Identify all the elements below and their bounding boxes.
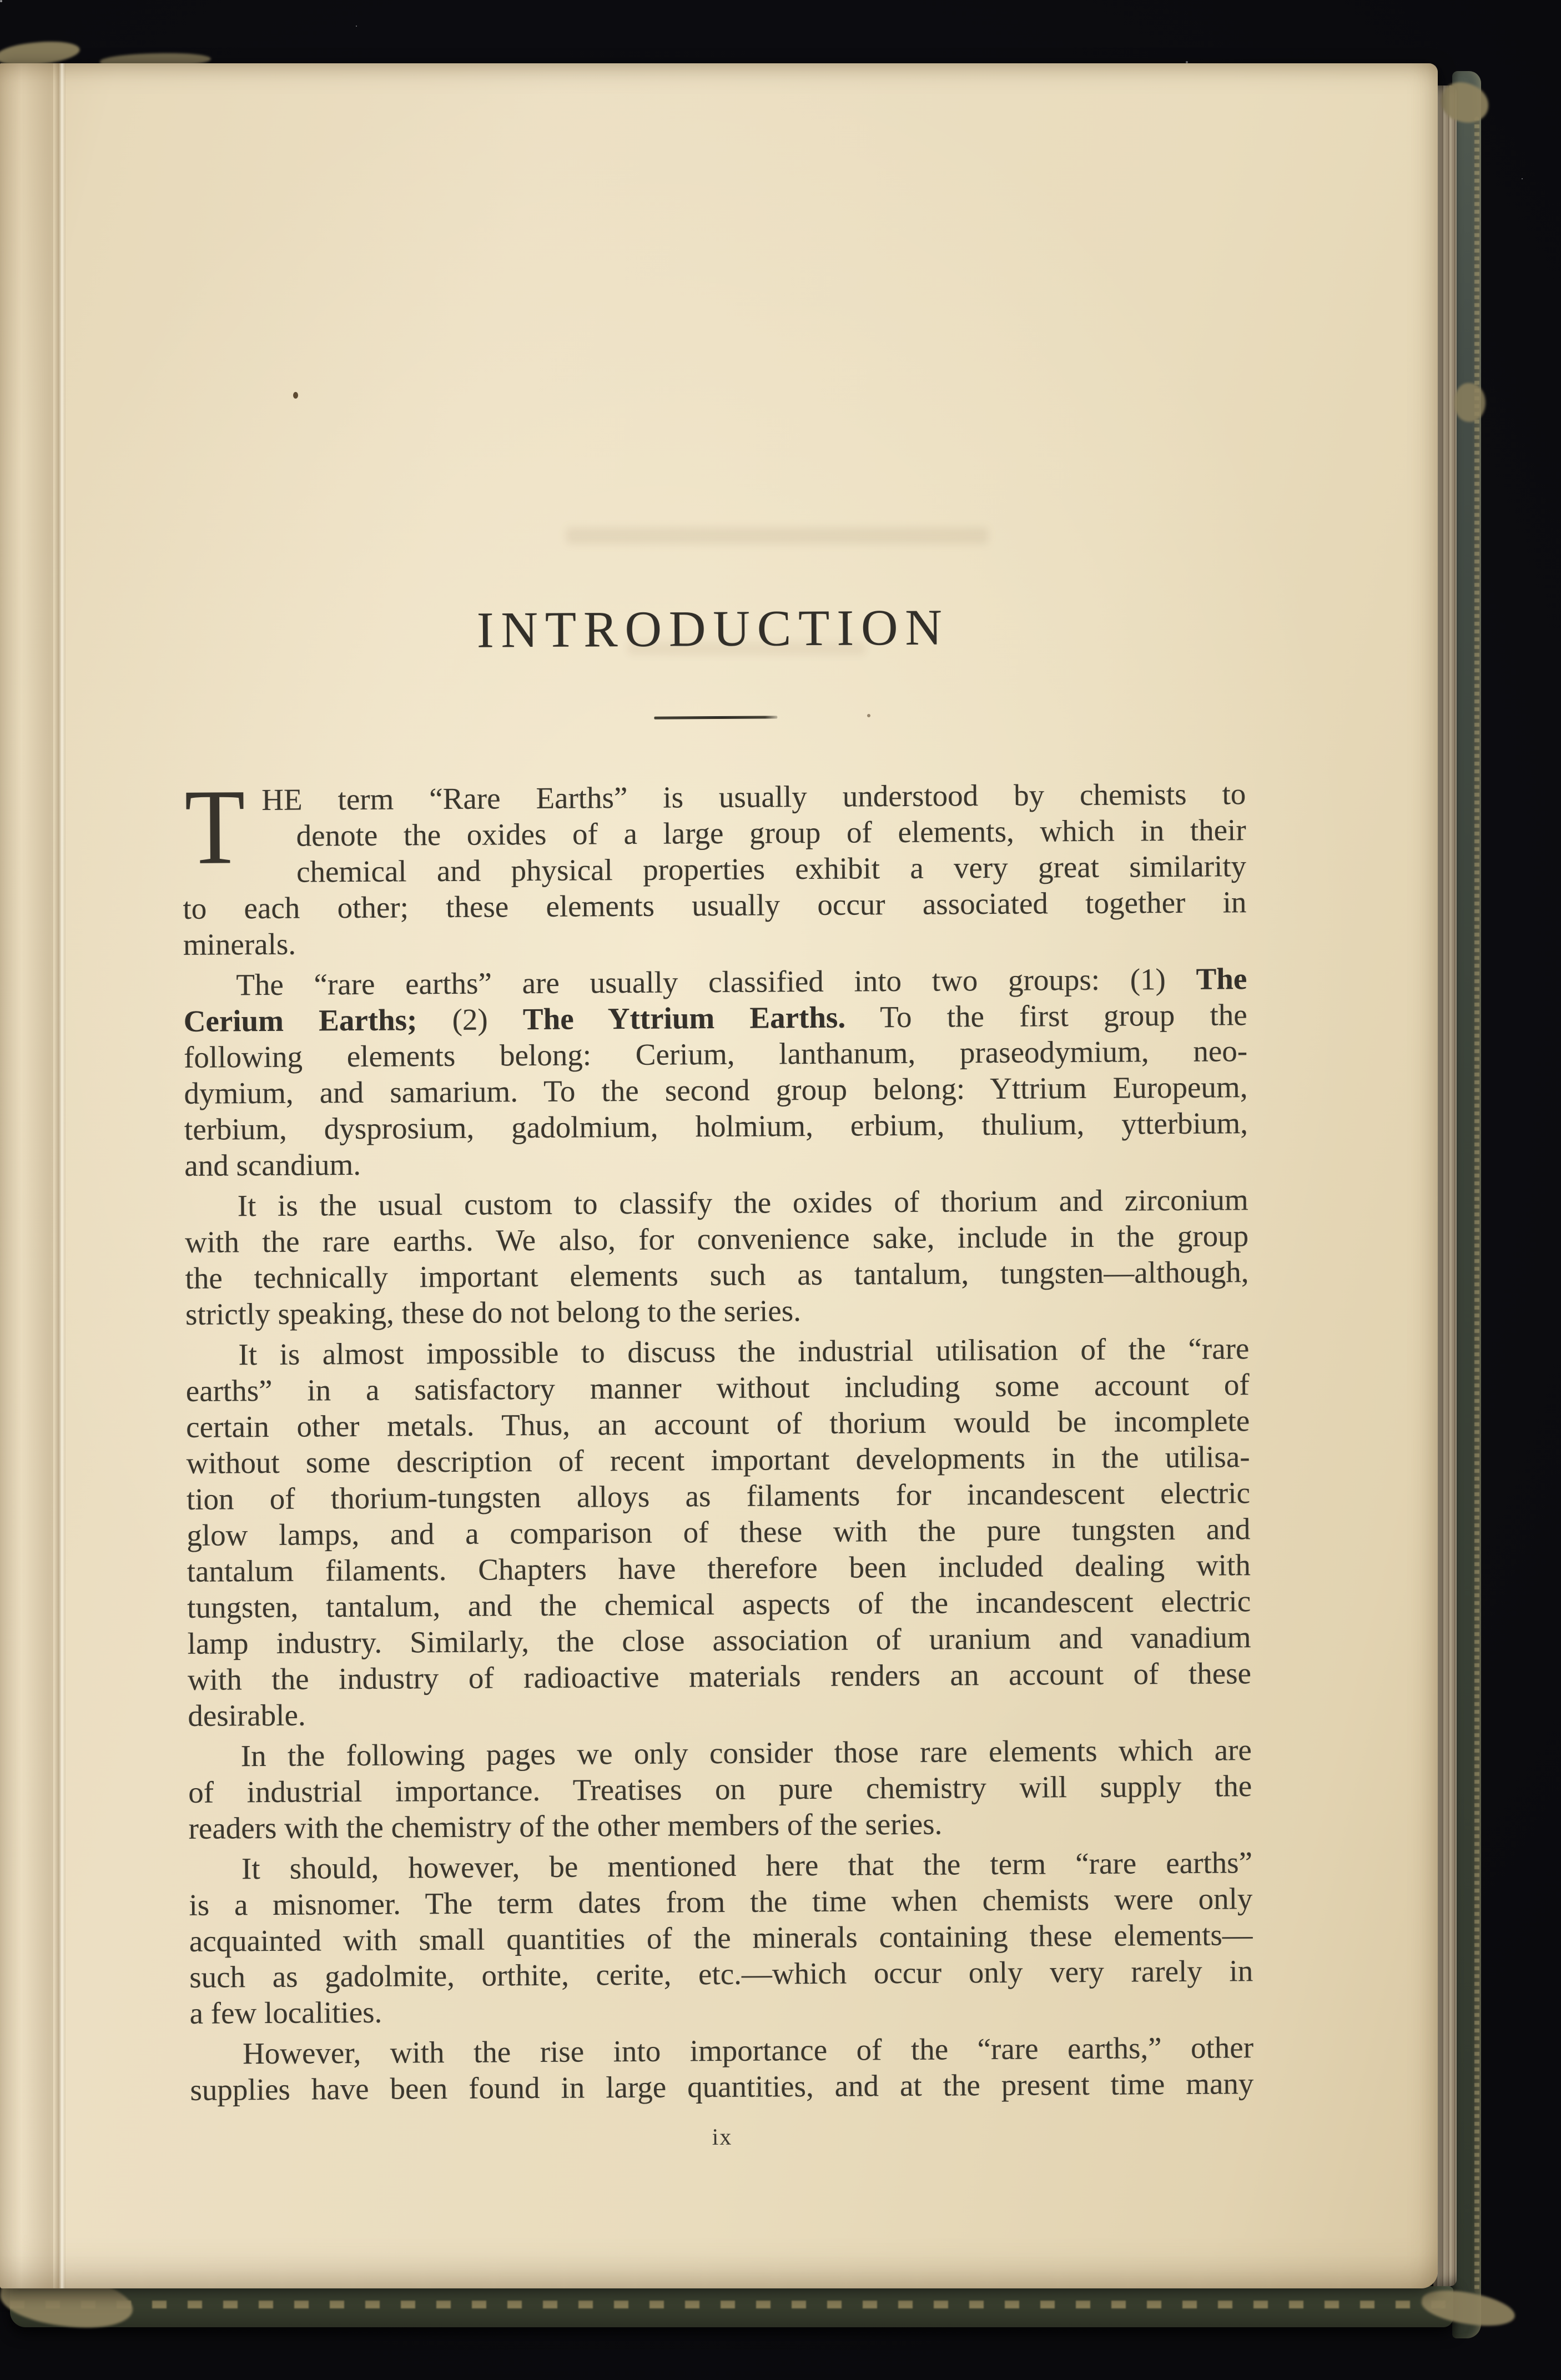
text-line: minerals. [183, 927, 296, 962]
text-line: Cerium Earths; (2) The Yttrium Earths. To the first group the [183, 998, 1247, 1038]
text-line: strictly speaking, these do not belong to the series. [185, 1294, 802, 1331]
text-line: supplies have been found in large quantities, and at the present time many [190, 2066, 1254, 2107]
cover-fray-thread [1453, 382, 1487, 423]
text-line: with the rare earths. We also, for convenience sake, include in the group [184, 1219, 1249, 1259]
text-line: earths” in a satisfactory manner without including some account of [185, 1367, 1250, 1408]
paragraph [188, 1732, 1252, 1846]
text-line: It is almost impossible to discuss the industrial utilisation of the “rare [238, 1331, 1250, 1372]
text-line: a few localities. [189, 1995, 382, 2030]
text-line: chemical and physical properties exhibit a very great similarity [296, 849, 1247, 889]
text-line: terbium, dysprosium, gadolmium, holmium, erbium, thulium, ytterbium, [184, 1106, 1248, 1146]
text-line: It is the usual custom to classify the oxides of thorium and zirconium [237, 1183, 1248, 1223]
text-line: lamp industry. Similarly, the close association of uranium and vanadium [187, 1620, 1251, 1661]
text-line: following elements belong: Cerium, lanthanum, praseodymium, neo- [183, 1034, 1248, 1074]
book-cover-bottom-edge [10, 2286, 1453, 2327]
body-text [182, 767, 1254, 2112]
text-line: In the following pages we only consider those rare elements which are [240, 1733, 1252, 1773]
text-line: of industrial importance. Treatises on pure chemistry will supply the [188, 1769, 1252, 1809]
printed-content [0, 59, 1446, 2293]
chapter-title: INTRODUCTION [476, 598, 950, 658]
text-line: tion of thorium-tungsten alloys as filaments for incandescent electric [186, 1476, 1251, 1516]
text-line: dymium, and samarium. To the second group belong: Yttrium Europeum, [184, 1070, 1248, 1110]
paragraph [190, 2029, 1254, 2108]
text-line: readers with the chemistry of the other members of the series. [188, 1807, 943, 1845]
text-line: The “rare earths” are usually classified into two groups: (1) The [236, 962, 1247, 1002]
text-line: desirable. [188, 1698, 306, 1733]
text-line: without some description of recent important developments in the utilisa- [186, 1440, 1250, 1480]
paragraph [185, 1330, 1251, 1734]
text-line: such as gadolmite, orthite, cerite, etc.—which occur only very rarely in [189, 1954, 1253, 1994]
paragraph [185, 1181, 1250, 1332]
paragraph [182, 767, 1247, 963]
drop-cap-letter: T [184, 767, 246, 887]
text-line: However, with the rise into importance of the “rare earths,” other [242, 2030, 1254, 2071]
text-line: acquainted with small quantities of the minerals containing these elements— [189, 1918, 1253, 1958]
text-line: and scandium. [184, 1147, 361, 1183]
page-number: ix [712, 2124, 733, 2151]
text-line: the technically important elements such as tantalum, tungsten—although, [185, 1255, 1249, 1295]
text-line: tungsten, tantalum, and the chemical aspects of the incandescent electric [187, 1584, 1251, 1624]
text-line: is a misnomer. The term dates from the time when chemists were only [189, 1881, 1253, 1922]
text-line: HE term “Rare Earths” is usually understood by chemists to [261, 777, 1246, 817]
text-line: tantalum filaments. Chapters have therefore been included dealing with [187, 1548, 1251, 1588]
text-line: denote the oxides of a large group of elements, which in their [296, 813, 1246, 853]
paragraph [183, 960, 1248, 1184]
paragraph [189, 1844, 1253, 2031]
text-line: glow lamps, and a comparison of these with the pure tungsten and [187, 1512, 1251, 1552]
book-page [0, 63, 1438, 2288]
text-line: with the industry of radioactive materials renders an account of these [187, 1656, 1252, 1697]
text-line: certain other metals. Thus, an account of thorium would be incomplete [186, 1403, 1250, 1444]
text-line: to each other; these elements usually occur associated together in [183, 885, 1247, 925]
title-divider-rule [654, 716, 777, 719]
text-line: It should, however, be mentioned here that the term “rare earths” [241, 1845, 1253, 1886]
dust-specks [0, 0, 2, 2]
